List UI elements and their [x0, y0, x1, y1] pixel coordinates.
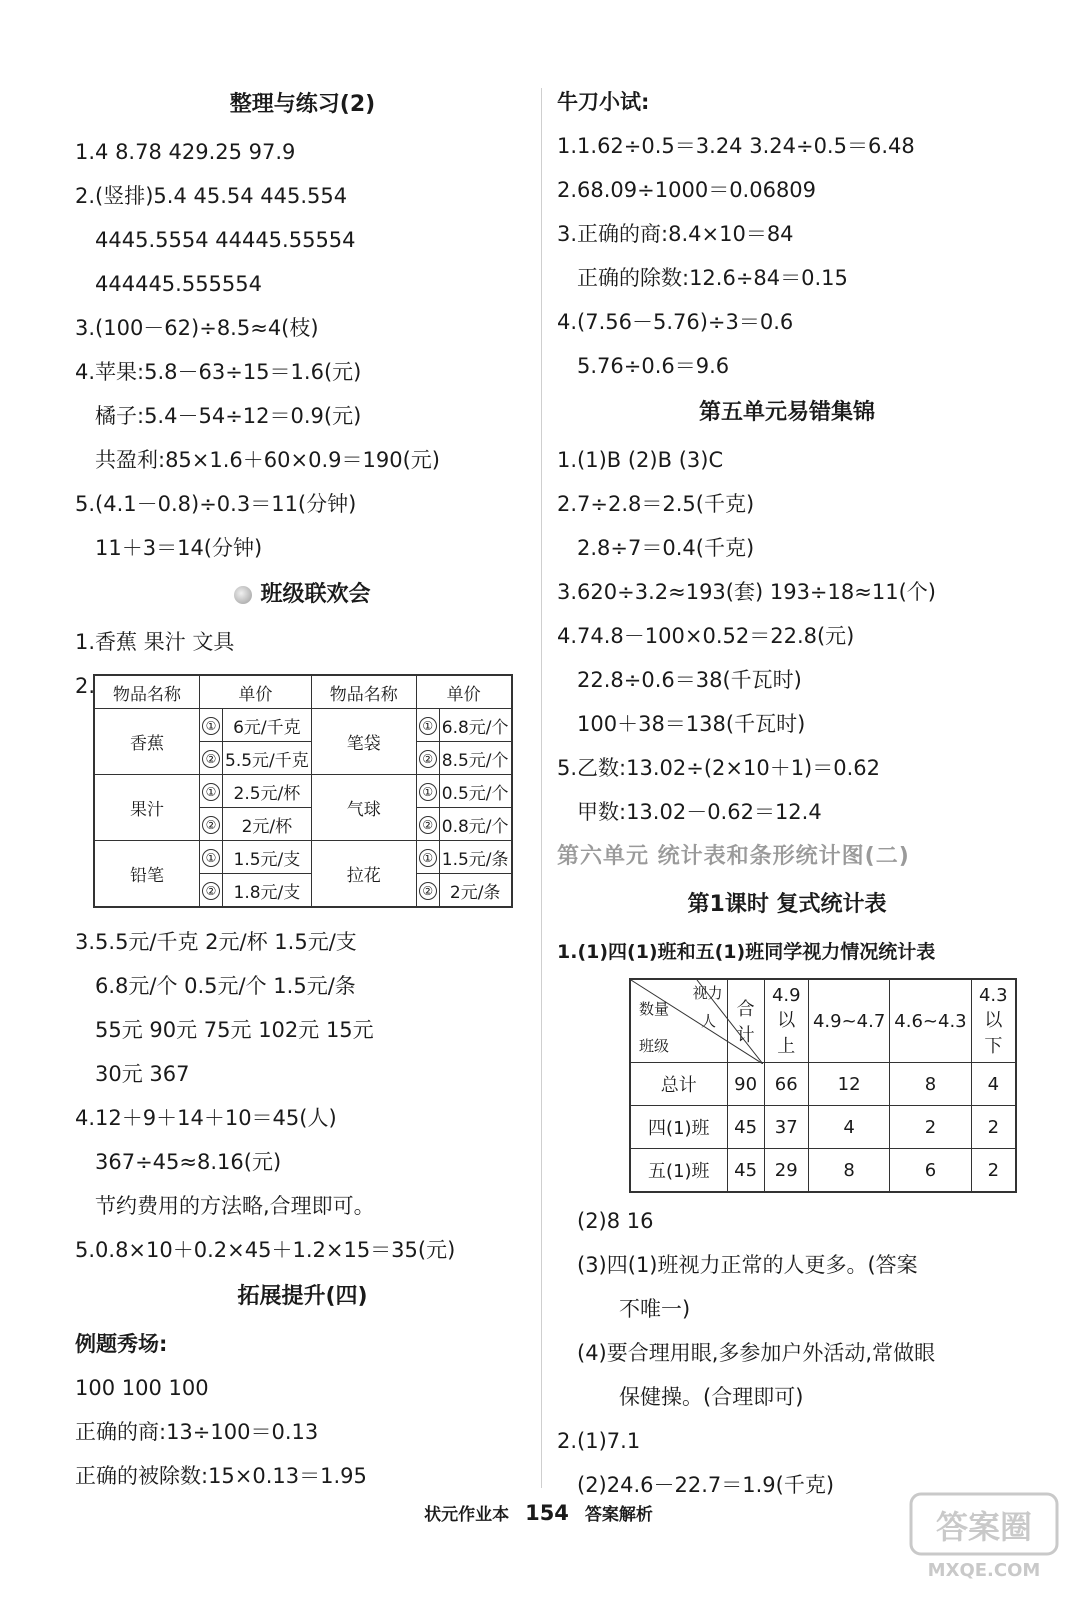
section-title: 拓展提升(四) [237, 1284, 368, 1309]
item-name: 笔袋 [311, 709, 416, 775]
option-mark: ① [416, 841, 439, 874]
section-title: 第五单元易错集锦 [698, 400, 875, 425]
option-mark: ① [200, 841, 223, 874]
section-title-text: 班级联欢会 [260, 582, 371, 607]
table-cell: 66 [764, 1063, 808, 1106]
section-title: 第1课时 复式统计表 [687, 892, 887, 917]
unit-banner: 第六单元 统计表和条形统计图(二) [557, 844, 910, 869]
answer-line: (4)要合理用眼,多参加户外活动,常做眼 [577, 1341, 936, 1365]
answer-line: 5.0.8×10＋0.2×45＋1.2×15＝35(元) [75, 1238, 456, 1262]
table-cell: 4 [808, 1106, 889, 1149]
option-mark: ① [416, 775, 439, 808]
right-column [557, 80, 1017, 1507]
answer-line: (2)24.6－22.7＝1.9(千克) [577, 1473, 835, 1497]
section-name: 答案解析 [584, 1505, 653, 1525]
answer-line: 橘子:5.4－54÷12＝0.9(元) [95, 404, 362, 428]
answer-line: 2.68.09÷1000＝0.06809 [557, 178, 817, 202]
answer-line: 22.8÷0.6＝38(千瓦时) [577, 668, 802, 692]
row-label: 总计 [630, 1063, 727, 1106]
option-mark: ① [200, 775, 223, 808]
price-cell: 1.5元/支 [223, 841, 312, 874]
price-cell: 0.8元/个 [439, 808, 511, 841]
column-header: 4.3以下 [971, 979, 1016, 1063]
table-cell: 8 [890, 1063, 971, 1106]
answer-line: 1.(1)四(1)班和五(1)班同学视力情况统计表 [557, 941, 936, 963]
answer-line: 5.乙数:13.02÷(2×10＋1)＝0.62 [557, 756, 881, 780]
section-title [75, 570, 530, 620]
header-label: 班级 [639, 1037, 670, 1055]
answer-line: (3)四(1)班视力正常的人更多。(答案 [577, 1253, 918, 1277]
answer-line: 1.4 8.78 429.25 97.9 [75, 140, 296, 164]
price-cell: 1.8元/支 [223, 874, 312, 908]
option-mark: ① [416, 709, 439, 742]
answer-line: 甲数:13.02－0.62＝12.4 [577, 800, 822, 824]
item-name: 铅笔 [94, 841, 200, 908]
table-cell: 45 [727, 1149, 764, 1193]
book-name: 状元作业本 [424, 1505, 510, 1525]
price-cell: 5.5元/千克 [223, 742, 312, 775]
option-mark: ① [200, 709, 223, 742]
answer-line: 2.7÷2.8＝2.5(千克) [557, 492, 755, 516]
column-header: 4.6~4.3 [890, 979, 971, 1063]
table-cell: 45 [727, 1106, 764, 1149]
price-cell: 2.5元/杯 [223, 775, 312, 808]
answer-line: (2)8 16 [577, 1209, 654, 1233]
column-header: 4.9~4.7 [808, 979, 889, 1063]
svg-text:答案圈: 答案圈 [935, 1508, 1033, 1546]
row-label: 五(1)班 [630, 1149, 727, 1193]
price-cell: 0.5元/个 [439, 775, 511, 808]
answer-line: 2. [75, 674, 96, 698]
answer-line: 1.香蕉 果汁 文具 [75, 630, 235, 654]
column-header: 合计 [727, 979, 764, 1063]
item-name: 拉花 [311, 841, 416, 908]
answer-line: 2.(竖排)5.4 45.54 445.554 [75, 184, 348, 208]
answer-line: 共盈利:85×1.6＋60×0.9＝190(元) [95, 448, 440, 472]
item-name: 气球 [311, 775, 416, 841]
price-cell: 2元/杯 [223, 808, 312, 841]
price-cell: 6.8元/个 [439, 709, 511, 742]
item-name: 果汁 [94, 775, 200, 841]
price-table [93, 674, 513, 908]
column-divider [541, 88, 542, 1488]
price-cell: 8.5元/个 [439, 742, 511, 775]
option-mark: ② [200, 874, 223, 908]
answer-line: 6.8元/个 0.5元/个 1.5元/条 [95, 974, 356, 998]
answer-line: 4.(7.56－5.76)÷3＝0.6 [557, 310, 794, 334]
answer-line: 5.76÷0.6＝9.6 [577, 354, 730, 378]
answer-line: 4.苹果:5.8－63÷15＝1.6(元) [75, 360, 362, 384]
answer-line: 4445.5554 44445.55554 [95, 228, 356, 252]
answer-line: 100 100 100 [75, 1376, 209, 1400]
answer-line: 367÷45≈8.16(元) [95, 1150, 282, 1174]
option-mark: ② [200, 742, 223, 775]
answer-line: 4.12＋9＋14＋10＝45(人) [75, 1106, 337, 1130]
answer-line: 2.8÷7＝0.4(千克) [577, 536, 755, 560]
table-cell: 37 [764, 1106, 808, 1149]
answer-line: 正确的被除数:15×0.13＝1.95 [75, 1464, 367, 1488]
row-label: 四(1)班 [630, 1106, 727, 1149]
answer-line: 30元 367 [95, 1062, 190, 1086]
table-cell: 29 [764, 1149, 808, 1193]
price-cell: 2元/条 [439, 874, 511, 908]
column-header: 4.9以上 [764, 979, 808, 1063]
answer-line: 2.(1)7.1 [557, 1429, 641, 1453]
answer-line: 正确的除数:12.6÷84＝0.15 [577, 266, 848, 290]
answer-line: 例题秀场: [75, 1332, 168, 1356]
answer-line: 1.1.62÷0.5＝3.24 3.24÷0.5＝6.48 [557, 134, 915, 158]
answer-line: 保健操。(合理即可) [619, 1385, 804, 1409]
option-mark: ② [416, 874, 439, 908]
vision-stats-table [629, 978, 1017, 1193]
table-header: 物品名称 [94, 675, 200, 709]
svg-text:MXQE.COM: MXQE.COM [927, 1560, 1041, 1581]
item-name: 香蕉 [94, 709, 200, 775]
answer-line: 4.74.8－100×0.52＝22.8(元) [557, 624, 855, 648]
answer-line: 不唯一) [619, 1297, 691, 1321]
table-cell: 8 [808, 1149, 889, 1193]
table-header: 单价 [200, 675, 312, 709]
section-title: 整理与练习(2) [229, 92, 376, 117]
option-mark: ② [200, 808, 223, 841]
bullet-circle-icon [234, 586, 252, 604]
price-cell: 1.5元/条 [439, 841, 511, 874]
diagonal-header [630, 979, 727, 1063]
option-mark: ② [416, 808, 439, 841]
table-header: 物品名称 [311, 675, 416, 709]
table-cell: 2 [890, 1106, 971, 1149]
price-cell: 6元/千克 [223, 709, 312, 742]
answer-line: 100＋38＝138(千瓦时) [577, 712, 806, 736]
answer-line: 3.(100－62)÷8.5≈4(枝) [75, 316, 319, 340]
answer-line: 3.正确的商:8.4×10＝84 [557, 222, 794, 246]
header-label: 视力 [692, 984, 723, 1002]
answer-line: 3.620÷3.2≈193(套) 193÷18≈11(个) [557, 580, 936, 604]
answer-line: 444445.555554 [95, 272, 263, 296]
answer-line: 55元 90元 75元 102元 15元 [95, 1018, 374, 1042]
page-number: 154 [525, 1501, 569, 1525]
table-cell: 2 [971, 1149, 1016, 1193]
answer-line: 3.5.5元/千克 2元/杯 1.5元/支 [75, 930, 357, 954]
option-mark: ② [416, 742, 439, 775]
header-label: 数量 [639, 1000, 670, 1018]
answer-line: 正确的商:13÷100＝0.13 [75, 1420, 319, 1444]
table-cell: 12 [808, 1063, 889, 1106]
left-column [75, 80, 530, 1498]
table-cell: 6 [890, 1149, 971, 1193]
table-cell: 2 [971, 1106, 1016, 1149]
table-header: 单价 [416, 675, 511, 709]
table-cell: 4 [971, 1063, 1016, 1106]
answer-line: 节约费用的方法略,合理即可。 [95, 1194, 375, 1218]
watermark-logo [909, 1492, 1059, 1582]
header-label: 人 [701, 1012, 717, 1030]
answer-line: 1.(1)B (2)B (3)C [557, 448, 724, 472]
table-cell: 90 [727, 1063, 764, 1106]
answer-line: 11＋3＝14(分钟) [95, 536, 263, 560]
answer-line: 5.(4.1－0.8)÷0.3＝11(分钟) [75, 492, 357, 516]
answer-line: 牛刀小试: [557, 90, 650, 114]
